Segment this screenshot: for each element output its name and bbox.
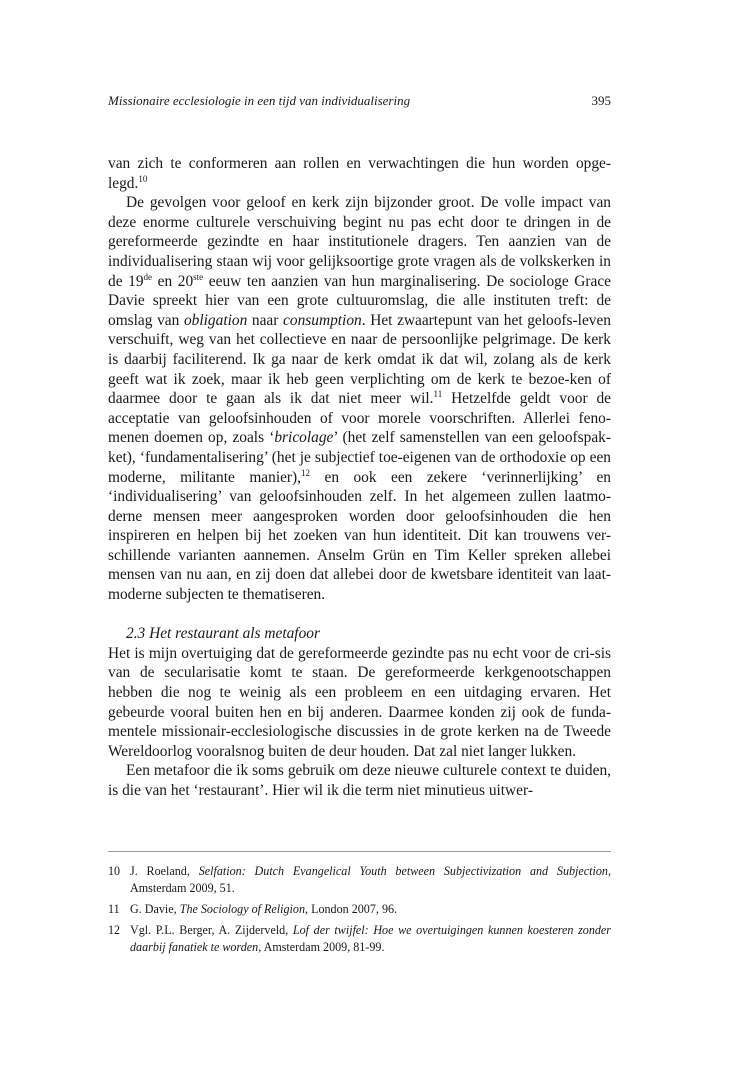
italic-term: obligation	[183, 311, 248, 329]
footnote-ref-10: 10	[138, 173, 148, 184]
footnote-title: The Sociology of Religion	[179, 902, 306, 916]
footnotes	[108, 863, 611, 960]
paragraph-text: De gevolgen voor geloof en kerk zijn bijzonder groot. De volle impact van deze enorme culturele verschuiving begint nu pas echt door te dringen in de gereformeerde gezindte en haar institutionele dragers. Ten aanzien van de individualisering staan wij voor gelijksoortige grote vragen als de volkskerken in de 19	[108, 194, 611, 290]
italic-term: bricolage	[274, 429, 334, 447]
paragraph-text: . Het zwaartepunt van het geloofs-leven verschuift, weg van het collectieve en naar de persoonlijke pelgrimage. De kerk is daarbij faciliterend. Ik ga naar de kerk omdat ik dat wil, zolang als de kerk geeft wat ik zoek, maar ik heb geen verplichting om de kerk te bezoe-ken of daarmee door te gaan als ik dat niet meer wil.	[108, 311, 611, 408]
footnote-ref-11: 11	[433, 389, 443, 400]
superscript-ste: ste	[193, 271, 204, 282]
paragraph-text: en ook een zekere ‘verinnerlijking’ en ‘individualisering’ van geloofsinhouden zelf. In het algemeen zullen laatmo-derne mensen meer aangesproken worden door geloofsinhouden die hen inspireren en helpen bij het zoeken van hun identiteit. Dit kan trouwens ver-schillende varianten aannemen. Anselm Grün en Tim Keller spreken allebei mensen van nu aan, en zij doen dat allebei door de kwetsbare identiteit van laat-moderne subjecten te thematiseren.	[108, 468, 611, 604]
paragraph-4: Een metafoor die ik soms gebruik om deze nieuwe culturele context te duiden, is die van het ‘restaurant’. Hier wil ik die term niet minutieus uitwer-	[108, 762, 611, 799]
paragraph-text: naar	[247, 311, 284, 329]
footnote-number: 11	[108, 902, 120, 916]
footnote-10	[108, 863, 611, 897]
paragraph-text: ’ (het zelf samenstellen van een geloofspak-ket), ‘fundamentalisering’ (het je subjectief toe-eigenen van de orthodoxie op een moderne, militante manier),	[108, 429, 611, 486]
page-number: 395	[591, 93, 611, 108]
footnote-text: , London 2007, 96.	[305, 902, 398, 916]
paragraph-2	[108, 193, 611, 604]
paragraph-text: van zich te conformeren aan rollen en verwachtingen die hun worden opge-legd.	[108, 155, 611, 192]
footnote-divider	[108, 851, 611, 852]
section-heading: 2.3 Het restaurant als metafoor	[126, 625, 320, 643]
footnote-text: Vgl. P.L. Berger, A. Zijderveld,	[130, 923, 293, 937]
footnote-number: 10	[108, 864, 121, 878]
footnote-text: , Amsterdam 2009, 81-99.	[258, 940, 385, 954]
footnote-number: 12	[108, 923, 121, 937]
paragraph-3: Het is mijn overtuiging dat de gereformeerde gezindte pas nu echt voor de cri-sis van de secularisatie komt te staan. De gereformeerde kerkgenootschappen hebben die nog te weinig als een probleem en een uitdaging ervaren. Het gebeurde vooral buiten hen en bij anderen. Daarmee konden zij ook de funda-mentele missionair-ecclesiologische discussies in de grote kerken na de Tweede Wereldoorlog vooralsnog buiten de deur houden. Dat zal niet langer lukken.	[108, 644, 611, 760]
footnote-title: Selfation: Dutch Evangelical Youth between Subjectivization and Subjection	[198, 864, 608, 878]
footnote-11	[108, 901, 611, 918]
footnote-text: J. Roeland,	[130, 864, 199, 878]
superscript-de: de	[143, 271, 153, 282]
footnote-text: G. Davie,	[130, 902, 180, 916]
running-header	[108, 93, 611, 109]
paragraph-1	[108, 154, 611, 193]
paragraph-text: Hetzelfde geldt voor de acceptatie van geloofsinhouden of voor morele voorschriften. Allerlei feno-menen doemen op, zoals ‘	[108, 390, 611, 447]
footnote-ref-12: 12	[301, 467, 311, 478]
main-text	[108, 154, 611, 801]
footnote-text: , Amsterdam 2009, 51.	[130, 864, 611, 895]
footnote-title: Lof der twijfel: Hoe we overtuigingen kunnen koesteren zonder daarbij fanatiek te worden	[130, 923, 611, 954]
footnote-12	[108, 922, 611, 956]
italic-term: consumption	[283, 311, 362, 329]
running-title: Missionaire ecclesiologie in een tijd van individualisering	[108, 93, 411, 108]
paragraph-text: eeuw ten aanzien van hun marginalisering. De sociologe Grace Davie spreekt hier van een grote cultuuromslag, die alle instituten treft: de omslag van	[108, 272, 612, 329]
paragraph-text: en 20	[152, 272, 194, 290]
